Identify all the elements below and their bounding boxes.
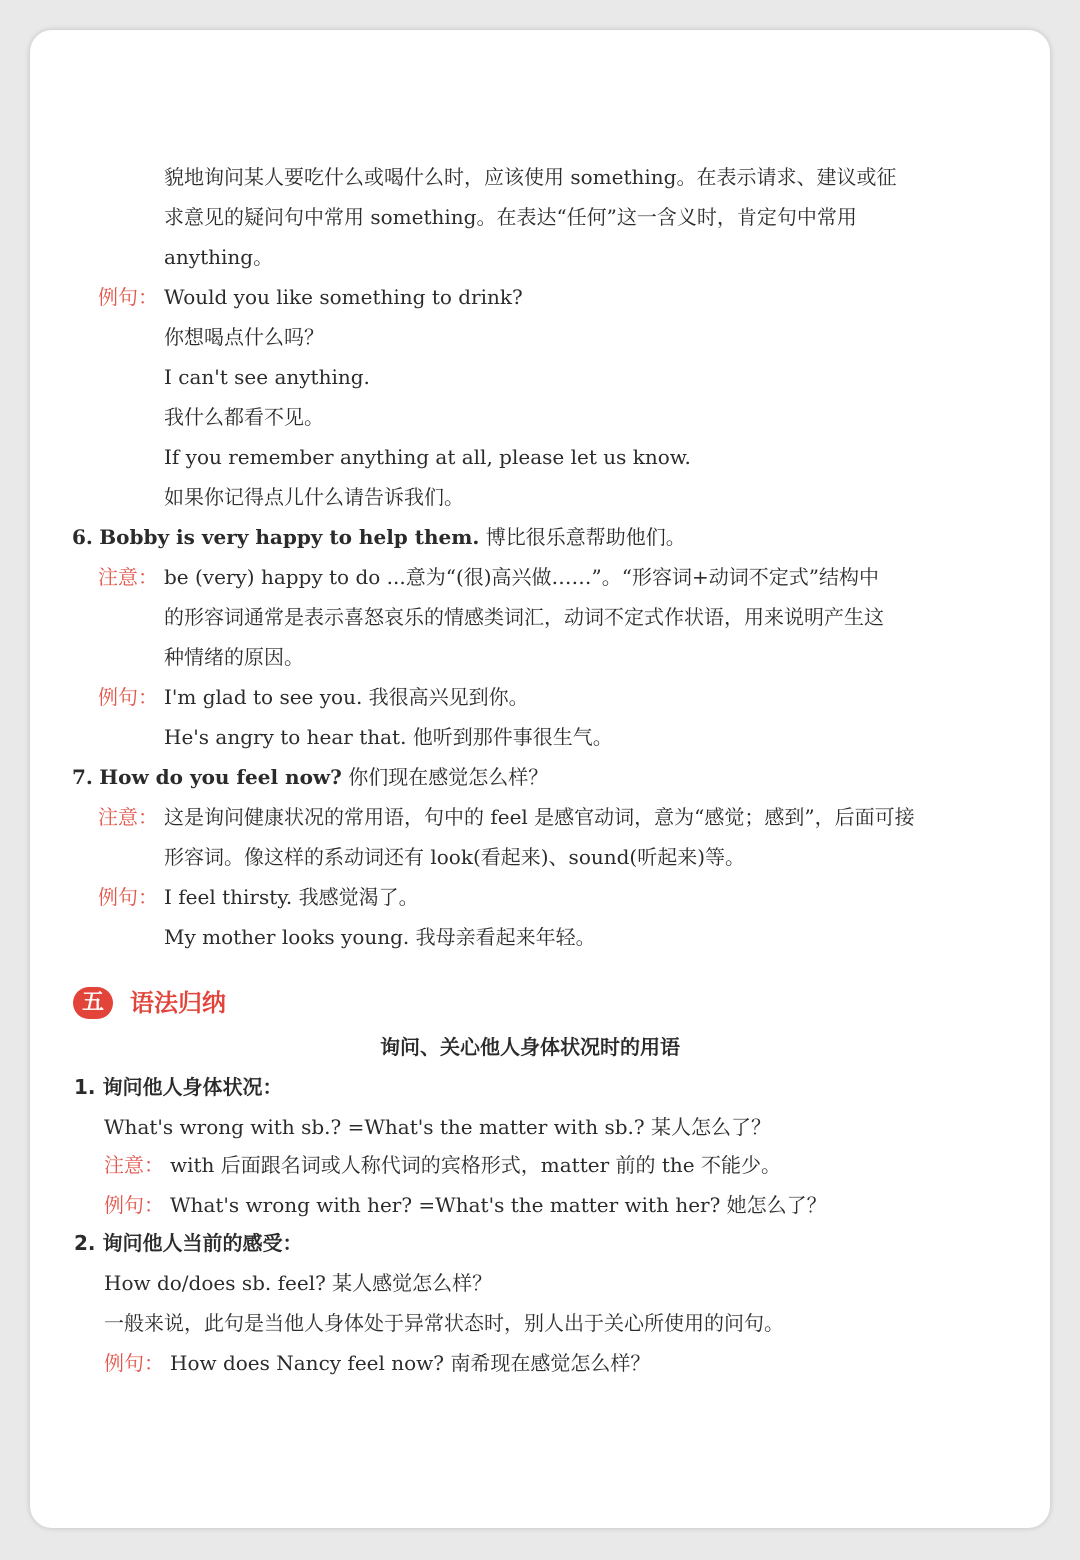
example-translation: 如果你记得点儿什么请告诉我们。 bbox=[164, 485, 464, 509]
item-sentence: Bobby is very happy to help them. bbox=[99, 525, 480, 549]
item-7-heading bbox=[72, 764, 548, 790]
note-label: 注意： bbox=[104, 1153, 164, 1177]
example-sentence: I'm glad to see you. 我很高兴见到你。 bbox=[164, 685, 529, 709]
note-line: 种情绪的原因。 bbox=[164, 645, 304, 669]
grammar-2-example: How does Nancy feel now? 南希现在感觉怎么样？ bbox=[170, 1351, 651, 1375]
example-label: 例句： bbox=[104, 1351, 164, 1375]
example-translation: 我什么都看不见。 bbox=[164, 405, 324, 429]
grammar-2-description: 一般来说，此句是当他人身体处于异常状态时，别人出于关心所使用的问句。 bbox=[104, 1311, 784, 1335]
note-line: 形容词。像这样的系动词还有 look(看起来)、sound(听起来)等。 bbox=[164, 845, 746, 869]
paragraph-line: 求意见的疑问句中常用 something。在表达“任何”这一含义时，肯定句中常用 bbox=[164, 205, 857, 229]
grammar-2-line: How do/does sb. feel? 某人感觉怎么样？ bbox=[104, 1271, 493, 1295]
item-translation: 你们现在感觉怎么样？ bbox=[348, 765, 549, 789]
example-sentence: My mother looks young. 我母亲看起来年轻。 bbox=[164, 925, 596, 949]
grammar-1-line: What's wrong with sb.? =What's the matter with sb.? 某人怎么了？ bbox=[104, 1115, 771, 1139]
paragraph-line: 貌地询问某人要吃什么或喝什么时，应该使用 something。在表示请求、建议或征 bbox=[164, 165, 897, 189]
example-label: 例句： bbox=[98, 685, 158, 709]
section-badge: 五 bbox=[73, 987, 113, 1019]
grammar-1-title: 1. 询问他人身体状况： bbox=[74, 1075, 283, 1099]
example-sentence: If you remember anything at all, please let us know. bbox=[164, 445, 691, 469]
example-sentence: Would you like something to drink? bbox=[164, 285, 523, 309]
example-sentence: I feel thirsty. 我感觉渴了。 bbox=[164, 885, 419, 909]
note-line: 的形容词通常是表示喜怒哀乐的情感类词汇，动词不定式作状语，用来说明产生这 bbox=[164, 605, 884, 629]
note-label: 注意： bbox=[98, 805, 158, 829]
example-translation: 你想喝点什么吗？ bbox=[164, 325, 324, 349]
grammar-1-note: with 后面跟名词或人称代词的宾格形式，matter 前的 the 不能少。 bbox=[170, 1153, 781, 1177]
section-title: 语法归纳 bbox=[130, 989, 226, 1017]
section-subtitle: 询问、关心他人身体状况时的用语 bbox=[380, 1035, 680, 1059]
example-sentence: He's angry to hear that. 他听到那件事很生气。 bbox=[164, 725, 613, 749]
note-line: 这是询问健康状况的常用语，句中的 feel 是感官动词，意为“感觉；感到”，后面可接 bbox=[164, 805, 915, 829]
example-label: 例句： bbox=[98, 285, 158, 309]
item-translation: 博比很乐意帮助他们。 bbox=[485, 525, 686, 549]
note-label: 注意： bbox=[98, 565, 158, 589]
example-label: 例句： bbox=[104, 1193, 164, 1217]
grammar-1-example: What's wrong with her? =What's the matter with her? 她怎么了？ bbox=[170, 1193, 827, 1217]
note-line: be (very) happy to do ...意为“(很)高兴做……”。“形容词+动词不定式”结构中 bbox=[164, 565, 879, 589]
document-page bbox=[30, 30, 1050, 1528]
grammar-2-title: 2. 询问他人当前的感受： bbox=[74, 1231, 303, 1255]
paragraph-line: anything。 bbox=[164, 245, 274, 269]
item-sentence: How do you feel now? bbox=[99, 765, 342, 789]
item-number: 6. bbox=[72, 525, 93, 549]
item-number: 7. bbox=[72, 765, 93, 789]
example-sentence: I can't see anything. bbox=[164, 365, 370, 389]
item-6-heading bbox=[72, 524, 686, 550]
example-label: 例句： bbox=[98, 885, 158, 909]
